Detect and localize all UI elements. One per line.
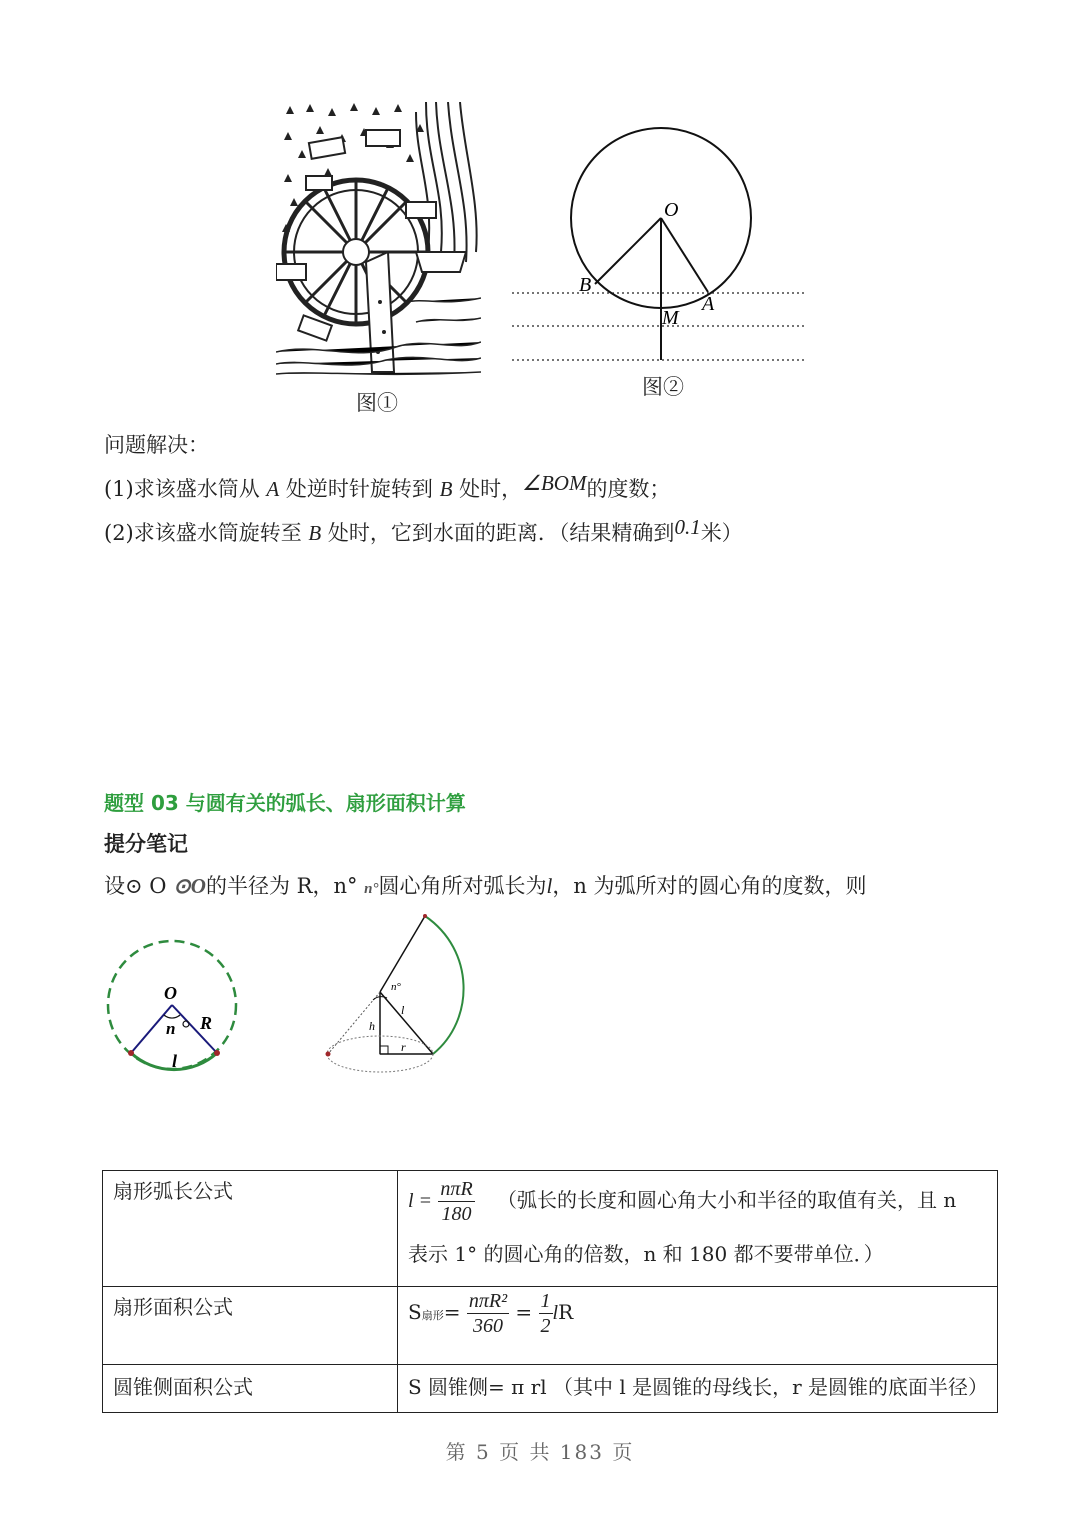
row2-formula-cell <box>398 1287 998 1365</box>
intro-mid: 的半径为 R，n° <box>205 874 358 898</box>
question-2 <box>104 515 743 548</box>
cone-label-n: n° <box>391 981 401 993</box>
row1-lhs: l = <box>408 1190 433 1212</box>
q1-point-a: A <box>266 477 280 501</box>
q2-point-b: B <box>308 521 322 545</box>
fig1-caption: 图① <box>356 391 398 415</box>
sector-label-R: R <box>200 1013 213 1033</box>
intro-rest: 圆心角所对弧长为 <box>378 874 547 898</box>
intro-n-symbol: n° <box>364 881 379 897</box>
row2-half-num: 1 <box>540 1290 551 1312</box>
circle-diagram <box>508 120 808 370</box>
row2-tail-r: R <box>558 1300 574 1324</box>
row3-label-cell <box>103 1365 398 1413</box>
cone-diagram-svg <box>315 910 475 1080</box>
q1-mid: 处逆时针旋转到 <box>279 477 440 501</box>
cone-label-r: r <box>401 1040 406 1054</box>
row3-formula: S 圆锥侧= π rl （其中 l 是圆锥的母线长，r 是圆锥的底面半径） <box>408 1375 989 1399</box>
row2-tail-l: l <box>552 1302 559 1324</box>
sector-label-O: O <box>164 983 177 1003</box>
intro-line <box>104 871 867 904</box>
notes-heading: 提分笔记 <box>104 832 188 856</box>
row2-eq: = <box>443 1300 461 1324</box>
row2-fraction <box>467 1289 509 1338</box>
row1-formula-line <box>408 1175 987 1226</box>
row3-formula-cell <box>398 1365 998 1413</box>
row2-den: 360 <box>472 1315 503 1337</box>
row2-label: 扇形面积公式 <box>113 1295 233 1319</box>
table-row <box>103 1171 998 1287</box>
intro-line-start: 设⊙ O <box>104 874 167 898</box>
label-O: O <box>664 199 679 221</box>
question-1 <box>104 471 671 504</box>
row1-formula-cell <box>398 1171 998 1287</box>
section-title: 题型 03 与圆有关的弧长、扇形面积计算 <box>104 791 466 815</box>
q1-prefix: (1)求该盛水筒从 <box>104 477 267 501</box>
row3-label: 圆锥侧面积公式 <box>113 1375 253 1399</box>
row1-label: 扇形弧长公式 <box>113 1179 233 1203</box>
q1-suffix: 的度数； <box>586 477 671 501</box>
page-footer: 第 5 页 共 183 页 <box>445 1440 635 1464</box>
row2-half <box>539 1289 553 1338</box>
row2-label-cell <box>103 1287 398 1365</box>
label-B: B <box>579 274 592 296</box>
row1-note-1: （弧长的长度和圆心角大小和半径的取值有关，且 n <box>497 1188 957 1212</box>
fig2-caption: 图② <box>642 375 684 399</box>
row1-label-cell <box>103 1171 398 1287</box>
row1-num: nπR <box>440 1178 473 1200</box>
q2-suffix: 米） <box>700 521 743 545</box>
intro-circle-symbol: ⊙O <box>173 874 206 898</box>
problem-intro: 问题解决： <box>104 433 209 457</box>
row2-eq2: = <box>515 1300 533 1324</box>
table-row <box>103 1365 998 1413</box>
cone-label-h: h <box>369 1019 375 1033</box>
circle-diagram-svg <box>508 120 808 370</box>
q1-point-b: B <box>439 477 453 501</box>
formula-table <box>102 1170 998 1413</box>
row2-sub: 扇形 <box>421 1309 444 1322</box>
intro-l-symbol: l <box>546 874 553 898</box>
label-M: M <box>662 307 679 329</box>
cone-label-l: l <box>401 1003 405 1017</box>
row1-den: 180 <box>441 1203 472 1225</box>
row2-half-den: 2 <box>540 1315 551 1337</box>
q1-mid2: 处时， <box>452 477 523 501</box>
intro-end: ，n 为弧所对的圆心角的度数，则 <box>552 874 867 898</box>
sector-label-n: n <box>166 1019 176 1038</box>
row1-note-2: 表示 1° 的圆心角的倍数，n 和 180 都不要带单位．） <box>408 1242 884 1266</box>
sector-diagram-svg <box>100 935 250 1085</box>
sector-diagram <box>100 935 250 1085</box>
q2-mid: 处时，它到水面的距离．（结果精确到 <box>321 521 675 545</box>
table-row <box>103 1287 998 1365</box>
label-A: A <box>702 293 715 315</box>
cone-diagram <box>315 910 475 1080</box>
q1-angle: ∠BOM <box>522 471 587 495</box>
q2-precision: 0.1 <box>674 515 701 539</box>
water-wheel-illustration <box>276 102 481 379</box>
row1-fraction <box>438 1177 474 1226</box>
q2-prefix: (2)求该盛水筒旋转至 <box>104 521 309 545</box>
sector-label-l: l <box>172 1051 178 1071</box>
row2-s: S <box>408 1300 422 1324</box>
row2-num: nπR² <box>468 1290 508 1312</box>
water-wheel-drawing <box>276 102 481 379</box>
